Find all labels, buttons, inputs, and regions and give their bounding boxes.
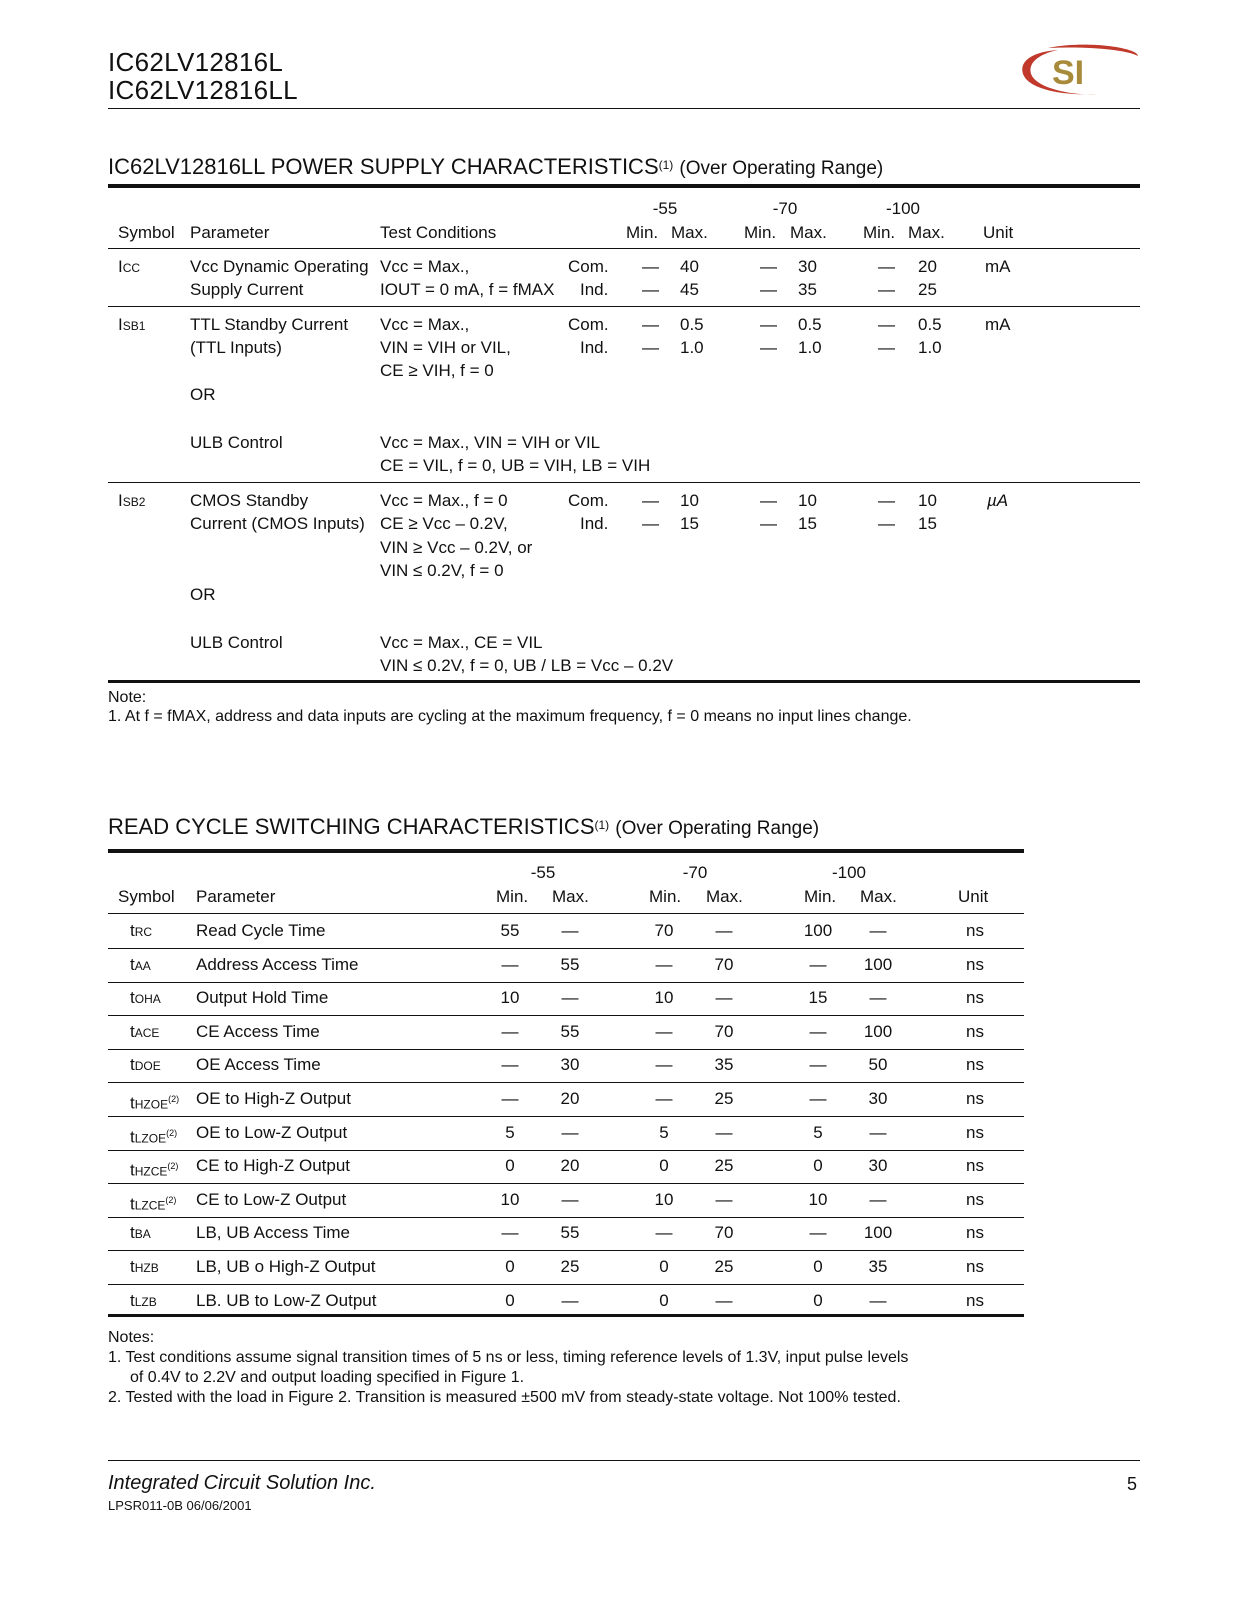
- read-row-value: 50: [868, 1055, 888, 1075]
- power-note-head: Note:: [108, 689, 147, 706]
- read-row-value: —: [809, 1089, 827, 1108]
- read-note-1b: of 0.4V to 2.2V and output loading specified in Figure 1.: [130, 1369, 525, 1386]
- read-row-value: 100: [863, 954, 893, 974]
- read-row-rule: [108, 1015, 1024, 1016]
- power-bottom-rule: [108, 680, 1140, 683]
- footer-company: Integrated Circuit Solution Inc.: [108, 1472, 376, 1494]
- read-row-value: —: [715, 921, 733, 940]
- read-row-value: —: [869, 988, 887, 1008]
- read-row-value: —: [715, 1290, 733, 1310]
- value-cell: —: [760, 491, 777, 510]
- read-row-value: 0: [659, 1156, 669, 1176]
- part-number-1: IC62LV12816L: [108, 47, 284, 77]
- read-row-value: 55: [560, 954, 580, 974]
- value-cell: —: [642, 514, 659, 533]
- isb2-symbol: ISB2: [118, 491, 146, 510]
- read-row-symbol: tLZOE$^{(2)}$: [130, 1127, 178, 1147]
- read-row-parameter: LB, UB Access Time: [196, 1223, 350, 1243]
- isb1-cond-3: CE ≥ VIH, f = 0: [380, 361, 494, 380]
- value-cell: 10: [918, 491, 937, 510]
- read-head-min-100: Min.: [804, 887, 837, 906]
- read-row-rule: [108, 948, 1024, 949]
- read-row-unit: ns: [966, 1257, 984, 1276]
- power-title-text: IC62LV12816LL POWER SUPPLY CHARACTERISTICS: [108, 154, 659, 179]
- power-head-symbol: Symbol: [118, 223, 175, 242]
- read-row-value: 35: [868, 1257, 888, 1276]
- read-row-value: —: [869, 1290, 887, 1310]
- isb1-ind: Ind.: [580, 338, 609, 357]
- isb1-cond-2: VIN = VIH or VIL,: [380, 338, 511, 357]
- read-row-value: —: [655, 1089, 673, 1108]
- isb1-symbol: ISB1: [118, 315, 146, 334]
- read-row-value: —: [501, 1055, 519, 1075]
- read-row-parameter: LB. UB to Low-Z Output: [196, 1290, 377, 1310]
- read-row-value: —: [809, 1055, 827, 1075]
- power-head-rule: [108, 248, 1140, 249]
- value-cell: 25: [918, 280, 937, 299]
- read-row-symbol: tACE: [130, 1021, 160, 1041]
- value-cell: —: [878, 280, 895, 299]
- value-cell: 15: [918, 514, 937, 533]
- read-row-value: —: [655, 1223, 673, 1243]
- value-cell: 1.0: [918, 338, 942, 357]
- icc-param-1: Vcc Dynamic Operating: [190, 257, 369, 276]
- value-cell: 35: [798, 280, 817, 299]
- read-row-value: —: [561, 988, 579, 1008]
- read-row-parameter: CE to Low-Z Output: [196, 1189, 347, 1209]
- read-row-symbol: tHZB: [130, 1257, 159, 1276]
- read-row-value: —: [809, 954, 827, 974]
- read-row-rule: [108, 1116, 1024, 1117]
- read-row-unit: ns: [966, 1290, 984, 1310]
- read-row-rule: [108, 1049, 1024, 1050]
- power-head-min-100: Min.: [863, 223, 896, 242]
- read-row-value: —: [869, 1189, 887, 1209]
- isb2-or: OR: [190, 585, 216, 604]
- value-cell: 20: [918, 257, 937, 276]
- read-row-symbol: tDOE: [130, 1055, 161, 1075]
- header-rule: [108, 108, 1140, 109]
- read-row-value: 10: [500, 1189, 520, 1209]
- read-row-unit: ns: [966, 1122, 984, 1142]
- isb1-or: OR: [190, 385, 216, 404]
- power-group-70: -70: [772, 199, 798, 218]
- read-row-symbol: tHZOE$^{(2)}$: [130, 1093, 180, 1113]
- isb1-ulb-cond-1: Vcc = Max., VIN = VIH or VIL: [380, 433, 601, 452]
- isb2-cond-2: CE ≥ Vcc – 0.2V,: [380, 514, 508, 533]
- icc-param-2: Supply Current: [190, 280, 304, 299]
- read-row-value: —: [655, 1021, 673, 1041]
- isb1-ulb-cond-2: CE = VIL, f = 0, UB = VIH, LB = VIH: [380, 456, 651, 475]
- read-row-value: —: [869, 1122, 887, 1142]
- read-row-value: —: [869, 921, 887, 940]
- value-cell: —: [878, 257, 895, 276]
- isb1-ulb: ULB Control: [190, 433, 283, 452]
- read-row-rule: [108, 1217, 1024, 1218]
- isb2-ulb-cond-1: Vcc = Max., CE = VIL: [380, 633, 543, 652]
- icc-rule: [108, 306, 1140, 307]
- isb1-param-2: (TTL Inputs): [190, 338, 282, 357]
- read-row-unit: ns: [966, 921, 984, 940]
- icc-cond-1: Vcc = Max.,: [380, 257, 470, 276]
- icc-unit: mA: [985, 257, 1011, 276]
- value-cell: 15: [680, 514, 699, 533]
- read-row-value: 0: [505, 1257, 515, 1276]
- icc-symbol: ICC: [118, 257, 141, 276]
- read-row-value: —: [501, 1089, 519, 1108]
- value-cell: —: [878, 338, 895, 357]
- read-head-symbol: Symbol: [118, 887, 175, 906]
- read-row-unit: ns: [966, 1021, 984, 1041]
- icsi-logo: [1018, 42, 1142, 100]
- read-row-unit: ns: [966, 954, 984, 974]
- read-row-value: 25: [714, 1089, 734, 1108]
- value-cell: 10: [680, 491, 699, 510]
- icc-cond-2: IOUT = 0 mA, f = fMAX: [380, 280, 555, 299]
- read-title-sub: (Over Operating Range): [615, 818, 820, 839]
- value-cell: 0.5: [798, 315, 822, 334]
- power-title-note: (1): [658, 158, 674, 172]
- read-row-unit: ns: [966, 988, 984, 1008]
- read-row-value: 10: [500, 988, 520, 1008]
- value-cell: 1.0: [680, 338, 704, 357]
- read-row-value: 25: [714, 1257, 734, 1276]
- read-row-value: 25: [714, 1156, 734, 1176]
- value-cell: 45: [680, 280, 699, 299]
- value-cell: —: [760, 257, 777, 276]
- icc-com: Com.: [568, 257, 609, 276]
- read-row-value: 0: [813, 1156, 823, 1176]
- value-cell: —: [760, 280, 777, 299]
- power-group-100: -100: [885, 199, 921, 218]
- read-row-parameter: OE to Low-Z Output: [196, 1122, 348, 1142]
- read-row-symbol: tHZCE$^{(2)}$: [130, 1160, 179, 1180]
- read-row-parameter: Output Hold Time: [196, 988, 329, 1008]
- read-title: [108, 814, 819, 842]
- footer-doc-id: LPSR011-0B 06/06/2001: [108, 1498, 252, 1513]
- value-cell: 10: [798, 491, 817, 510]
- logo-text: SI: [1052, 54, 1085, 92]
- read-row-value: —: [715, 1189, 733, 1209]
- read-row-value: 0: [813, 1257, 823, 1276]
- read-row-value: 5: [659, 1122, 669, 1142]
- power-head-max-55: Max.: [671, 223, 708, 242]
- icc-ind: Ind.: [580, 280, 609, 299]
- read-row-value: 55: [560, 1021, 580, 1041]
- power-head-min-55: Min.: [626, 223, 659, 242]
- isb2-unit: µA: [987, 491, 1009, 510]
- read-title-text: READ CYCLE SWITCHING CHARACTERISTICS: [108, 814, 595, 839]
- footer-rule: [108, 1460, 1140, 1461]
- value-cell: 30: [798, 257, 817, 276]
- isb2-ulb: ULB Control: [190, 633, 283, 652]
- read-row-value: —: [715, 1122, 733, 1142]
- read-row-value: 0: [505, 1290, 515, 1310]
- page-number: 5: [1127, 1474, 1138, 1494]
- read-row-parameter: OE Access Time: [196, 1055, 321, 1075]
- read-row-parameter: LB, UB o High-Z Output: [196, 1257, 376, 1276]
- read-row-value: 30: [868, 1089, 888, 1108]
- read-row-symbol: tRC: [130, 921, 153, 940]
- read-head-min-70: Min.: [649, 887, 682, 906]
- read-row-value: 70: [714, 1021, 734, 1041]
- read-row-value: —: [715, 988, 733, 1008]
- read-head-min-55: Min.: [496, 887, 529, 906]
- value-cell: —: [760, 338, 777, 357]
- read-row-parameter: Read Cycle Time: [196, 921, 326, 940]
- isb2-com: Com.: [568, 491, 609, 510]
- read-row-value: 100: [863, 1021, 893, 1041]
- read-row-value: —: [501, 1223, 519, 1243]
- read-row-value: 70: [714, 1223, 734, 1243]
- read-row-parameter: CE Access Time: [196, 1021, 320, 1041]
- power-head-min-70: Min.: [744, 223, 777, 242]
- value-cell: —: [878, 491, 895, 510]
- power-head-test: Test Conditions: [380, 223, 497, 242]
- read-row-unit: ns: [966, 1089, 984, 1108]
- read-row-unit: ns: [966, 1055, 984, 1075]
- read-row-rule: [108, 1183, 1024, 1184]
- read-row-parameter: OE to High-Z Output: [196, 1089, 351, 1108]
- read-row-value: 10: [808, 1189, 828, 1209]
- read-row-value: 10: [654, 1189, 674, 1209]
- isb2-cond-4: VIN ≤ 0.2V, f = 0: [380, 561, 504, 580]
- read-head-max-55: Max.: [552, 887, 589, 906]
- read-notes-head: Notes:: [108, 1329, 155, 1346]
- read-row-symbol: tBA: [130, 1223, 151, 1243]
- isb1-rule: [108, 482, 1140, 483]
- read-head-rule: [108, 913, 1024, 914]
- read-row-rule: [108, 982, 1024, 983]
- read-head-max-100: Max.: [860, 887, 897, 906]
- read-head-parameter: Parameter: [196, 887, 276, 906]
- part-number-2: IC62LV12816LL: [108, 75, 298, 105]
- read-row-value: 20: [560, 1156, 580, 1176]
- read-row-value: 70: [714, 954, 734, 974]
- isb2-cond-3: VIN ≥ Vcc – 0.2V, or: [380, 538, 533, 557]
- read-row-rule: [108, 1150, 1024, 1151]
- read-row-parameter: CE to High-Z Output: [196, 1156, 351, 1176]
- read-row-value: 10: [654, 988, 674, 1008]
- value-cell: —: [878, 514, 895, 533]
- read-row-value: 30: [560, 1055, 580, 1075]
- power-head-max-70: Max.: [790, 223, 827, 242]
- read-row-value: —: [809, 1223, 827, 1243]
- read-row-unit: ns: [966, 1156, 984, 1176]
- read-row-value: —: [655, 1055, 673, 1075]
- read-head-max-70: Max.: [706, 887, 743, 906]
- value-cell: 0.5: [918, 315, 942, 334]
- read-group-70: -70: [682, 863, 708, 882]
- power-title: [108, 154, 883, 182]
- isb1-param-1: TTL Standby Current: [190, 315, 349, 334]
- read-note-1a: 1. Test conditions assume signal transition times of 5 ns or less, timing reference levels of 1.3V, input pulse levels: [108, 1349, 909, 1366]
- read-top-rule: [108, 849, 1024, 853]
- read-row-value: 100: [803, 921, 833, 940]
- read-group-55: -55: [530, 863, 556, 882]
- read-row-parameter: Address Access Time: [196, 954, 359, 974]
- power-head-parameter: Parameter: [190, 223, 270, 242]
- power-note-1: 1. At f = fMAX, address and data inputs are cycling at the maximum frequency, f = 0 means no input lines change.: [108, 708, 912, 725]
- isb2-ind: Ind.: [580, 514, 609, 533]
- isb1-com: Com.: [568, 315, 609, 334]
- read-row-value: 100: [863, 1223, 893, 1243]
- isb2-param-1: CMOS Standby: [190, 491, 309, 510]
- power-head-max-100: Max.: [908, 223, 945, 242]
- read-row-symbol: tAA: [130, 954, 151, 974]
- read-row-symbol: tLZCE$^{(2)}$: [130, 1194, 177, 1214]
- value-cell: —: [642, 315, 659, 334]
- isb2-ulb-cond-2: VIN ≤ 0.2V, f = 0, UB / LB = Vcc – 0.2V: [380, 656, 674, 675]
- value-cell: —: [642, 491, 659, 510]
- read-row-value: 70: [654, 921, 674, 940]
- value-cell: —: [760, 315, 777, 334]
- read-row-symbol: tOHA: [130, 988, 161, 1008]
- read-row-value: 35: [714, 1055, 734, 1075]
- read-row-rule: [108, 1284, 1024, 1285]
- value-cell: —: [760, 514, 777, 533]
- value-cell: 40: [680, 257, 699, 276]
- value-cell: —: [642, 257, 659, 276]
- read-row-unit: ns: [966, 1223, 984, 1243]
- read-row-value: 0: [659, 1290, 669, 1310]
- read-row-value: 20: [560, 1089, 580, 1108]
- value-cell: 1.0: [798, 338, 822, 357]
- read-row-value: —: [561, 921, 579, 940]
- read-row-value: 0: [659, 1257, 669, 1276]
- read-row-value: 15: [808, 988, 828, 1008]
- read-group-100: -100: [831, 863, 867, 882]
- isb2-param-2: Current (CMOS Inputs): [190, 514, 365, 533]
- read-row-symbol: tLZB: [130, 1290, 157, 1310]
- read-row-value: 55: [500, 921, 520, 940]
- value-cell: —: [642, 338, 659, 357]
- read-bottom-rule: [108, 1314, 1024, 1317]
- read-row-value: 30: [868, 1156, 888, 1176]
- power-top-rule: [108, 184, 1140, 188]
- read-row-value: 0: [505, 1156, 515, 1176]
- read-row-value: —: [809, 1021, 827, 1041]
- read-row-value: —: [561, 1122, 579, 1142]
- value-cell: —: [642, 280, 659, 299]
- read-row-unit: ns: [966, 1189, 984, 1209]
- read-row-rule: [108, 1082, 1024, 1083]
- read-row-value: 55: [560, 1223, 580, 1243]
- read-row-value: —: [655, 954, 673, 974]
- power-group-55: -55: [652, 199, 678, 218]
- read-row-value: 5: [813, 1122, 823, 1142]
- isb2-cond-1: Vcc = Max., f = 0: [380, 491, 508, 510]
- power-head-unit: Unit: [983, 223, 1014, 242]
- read-row-value: —: [561, 1189, 579, 1209]
- read-head-unit: Unit: [958, 887, 989, 906]
- read-row-value: 5: [505, 1122, 515, 1142]
- value-cell: 15: [798, 514, 817, 533]
- isb1-unit: mA: [985, 315, 1011, 334]
- read-row-value: —: [501, 1021, 519, 1041]
- read-row-value: 25: [560, 1257, 580, 1276]
- power-title-sub: (Over Operating Range): [679, 158, 884, 179]
- read-row-rule: [108, 1250, 1024, 1251]
- read-row-value: —: [561, 1290, 579, 1310]
- value-cell: 0.5: [680, 315, 704, 334]
- isb1-cond-1: Vcc = Max.,: [380, 315, 470, 334]
- value-cell: —: [878, 315, 895, 334]
- read-title-note: (1): [594, 818, 610, 832]
- read-row-value: —: [501, 954, 519, 974]
- read-note-2: 2. Tested with the load in Figure 2. Transition is measured ±500 mV from steady-state voltage. Not 100% tested.: [108, 1389, 901, 1406]
- read-row-value: 0: [813, 1290, 823, 1310]
